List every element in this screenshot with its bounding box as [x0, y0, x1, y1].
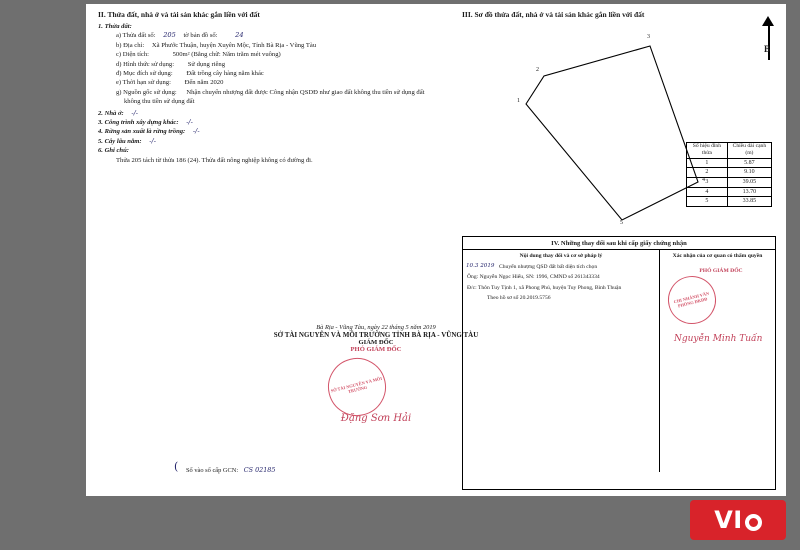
issuer-block: [266, 324, 486, 424]
entry-line-3: Đ/c: Thôn Tuy Tịnh 1, xã Phong Phú, huyện Tuy Phong, Bình Thuận: [467, 284, 622, 291]
field-origin-value: Nhận chuyển nhượng đất được Công nhận QSDĐ như giao đất không thu tiền sử dụng đất: [186, 88, 425, 96]
field-use-term-label: e) Thời hạn sử dụng:: [116, 79, 171, 87]
footer-registry-number: [186, 466, 275, 474]
cell-vertex: 2: [687, 168, 728, 178]
field-address-label: b) Địa chỉ:: [116, 41, 145, 49]
section-2-sub4-label: 4. Rừng sản xuất là rừng trồng:: [98, 128, 186, 136]
field-origin-value-cont: không thu tiền sử dụng đất: [124, 98, 195, 106]
authority-signature: Nguyễn Minh Tuấn: [674, 334, 763, 344]
section-2-sub6: [98, 146, 448, 155]
vico-logo-o-icon: [745, 514, 762, 531]
vertex-label-2: 2: [536, 67, 539, 73]
section-2-sub4-value: -/-: [192, 127, 200, 136]
field-use-purpose-value: Đất trồng cây hàng năm khác: [186, 70, 264, 78]
field-use-term: [98, 78, 448, 87]
field-parcel-number: [98, 31, 448, 40]
issuer-org: SỞ TÀI NGUYÊN VÀ MÔI TRƯỜNG TỈNH BÀ RỊA - VŨNG TÀU: [273, 331, 479, 339]
field-parcel-number-label: a) Thửa đất số:: [116, 32, 156, 40]
section-2-sub4: [98, 127, 448, 136]
entry-line-4: Theo hồ sơ số 20.2019.5756: [487, 295, 551, 302]
section-4-heading: IV. Những thay đổi sau khi cấp giấy chứng nhận: [463, 237, 775, 250]
field-use-purpose: [98, 69, 448, 78]
field-area: [98, 50, 448, 59]
field-area-value: 500m² (Bằng chữ: Năm trăm mét vuông): [172, 51, 281, 59]
issuer-stamp-text: SỞ TÀI NGUYÊN VÀ MÔI TRƯỜNG: [330, 375, 383, 395]
vertex-label-5: 5: [620, 220, 623, 226]
section-4-authority-column: [660, 250, 775, 472]
issuer-place-date: Bà Rịa - Vũng Tàu, ngày 22 tháng 5 năm 2019: [316, 324, 436, 331]
vico-logo-text: VI: [714, 506, 743, 534]
field-parcel-number-value: 205: [163, 31, 176, 40]
field-use-form-label: d) Hình thức sử dụng:: [116, 60, 175, 68]
section-4-changes-header: Nội dung thay đổi và cơ sở pháp lý: [519, 253, 603, 259]
field-address-value: Xã Phước Thuận, huyện Xuyên Mộc, Tỉnh Bà Rịa - Vũng Tàu: [151, 41, 317, 49]
section-4-changes-column: [463, 250, 660, 472]
table-row: [687, 178, 772, 188]
vertex-label-1: 1: [517, 98, 520, 104]
authority-round-stamp: [663, 271, 721, 329]
field-address: [98, 41, 448, 50]
col-header-vertex: Số hiệu đỉnh thửa: [687, 143, 728, 159]
entry-line-2: Ông: Nguyễn Ngọc Hiếu, SN: 1996, CMND số 261343334: [467, 274, 600, 281]
cell-vertex: 5: [687, 197, 728, 207]
field-use-purpose-label: đ) Mục đích sử dụng:: [116, 70, 173, 78]
section-2-heading: II. Thửa đất, nhà ở và tài sản khác gắn liền với đất: [98, 10, 260, 19]
parcel-outline: [526, 46, 698, 220]
vico-watermark-logo: [690, 500, 786, 540]
field-origin: [98, 88, 448, 97]
issuer-signature: Đặng Sơn Hải: [340, 413, 412, 424]
section-4-columns: [463, 250, 775, 472]
section-2-sub1-title: 1. Thửa đất:: [98, 23, 132, 30]
table-header-row: [687, 143, 772, 159]
section-2-sub3: [98, 118, 448, 127]
field-area-label: c) Diện tích:: [116, 51, 149, 59]
footer-handwritten-mark: (: [174, 460, 179, 473]
edge-length-table: [686, 142, 772, 207]
field-map-sheet-value: 24: [235, 31, 244, 40]
table-row: [687, 168, 772, 178]
table-row: [687, 187, 772, 197]
table-row: [687, 158, 772, 168]
field-origin-label: g) Nguồn gốc sử dụng:: [116, 88, 177, 96]
cell-length: 33.85: [727, 197, 771, 207]
section-2-block: [98, 10, 448, 165]
north-label: B: [764, 44, 771, 54]
field-use-form: [98, 60, 448, 69]
section-2-sub5-value: -/-: [149, 136, 156, 145]
footer-registry-label: Số vào sổ cấp GCN:: [186, 467, 239, 474]
field-use-term-value: Đến năm 2020: [184, 79, 224, 87]
issuer-role: GIÁM ĐỐC: [358, 339, 394, 346]
section-3-block: [462, 10, 774, 19]
document-page: [86, 4, 786, 496]
entry-date-handwritten: 10.3 2019: [466, 263, 495, 269]
issuer-role-deputy: PHÓ GIÁM ĐỐC: [350, 346, 402, 353]
section-4-authority-header: Xác nhận của cơ quan có thẩm quyền: [672, 253, 763, 259]
section-2-sub2-label: 2. Nhà ở:: [98, 109, 124, 117]
cell-vertex: 3: [687, 178, 728, 188]
vertex-label-3: 3: [647, 34, 650, 40]
table-row: [687, 197, 772, 207]
issuer-round-stamp: [322, 352, 392, 422]
section-2-sub5: [98, 137, 448, 146]
section-2-sub6-value: Thửa 205 tách từ thửa 186 (24). Thửa đất nông nghiệp không có đường đi.: [116, 156, 313, 164]
authority-stamp-text: CHI NHÁNH VĂN PHÒNG ĐKĐĐ: [673, 290, 710, 309]
entry-line-1: Chuyển nhượng QSD đất bất diện tích chọn: [499, 264, 598, 270]
field-use-form-value: Sử dụng riêng: [187, 60, 225, 68]
col-header-length: Chiều dài cạnh (m): [727, 143, 771, 159]
section-2-sub6-label: 6. Ghi chú:: [98, 147, 129, 155]
cell-length: 13.70: [727, 187, 771, 197]
cell-length: 39.05: [727, 178, 771, 188]
footer-registry-value: CS 02185: [243, 466, 276, 474]
cell-vertex: 4: [687, 187, 728, 197]
field-map-sheet-label: tờ bản đồ số:: [183, 32, 218, 40]
section-2-sub2: [98, 109, 448, 118]
cell-length: 9.10: [727, 168, 771, 178]
certificate-body: [86, 4, 786, 496]
section-3-heading: III. Sơ đồ thửa đất, nhà ở và tài sản khác gắn liền với đất: [462, 10, 645, 19]
cell-length: 5.87: [727, 158, 771, 168]
section-2-sub3-label: 3. Công trình xây dựng khác:: [98, 119, 179, 127]
cell-vertex: 1: [687, 158, 728, 168]
section-2-sub3-value: -/-: [186, 118, 193, 127]
section-4-block: [462, 236, 776, 490]
vertex-label-4: 4: [702, 177, 705, 183]
section-2-sub2-value: -/-: [131, 108, 139, 117]
section-2-sub5-label: 5. Cây lâu năm:: [98, 137, 142, 145]
authority-title-text: PHÓ GIÁM ĐỐC: [699, 268, 743, 274]
